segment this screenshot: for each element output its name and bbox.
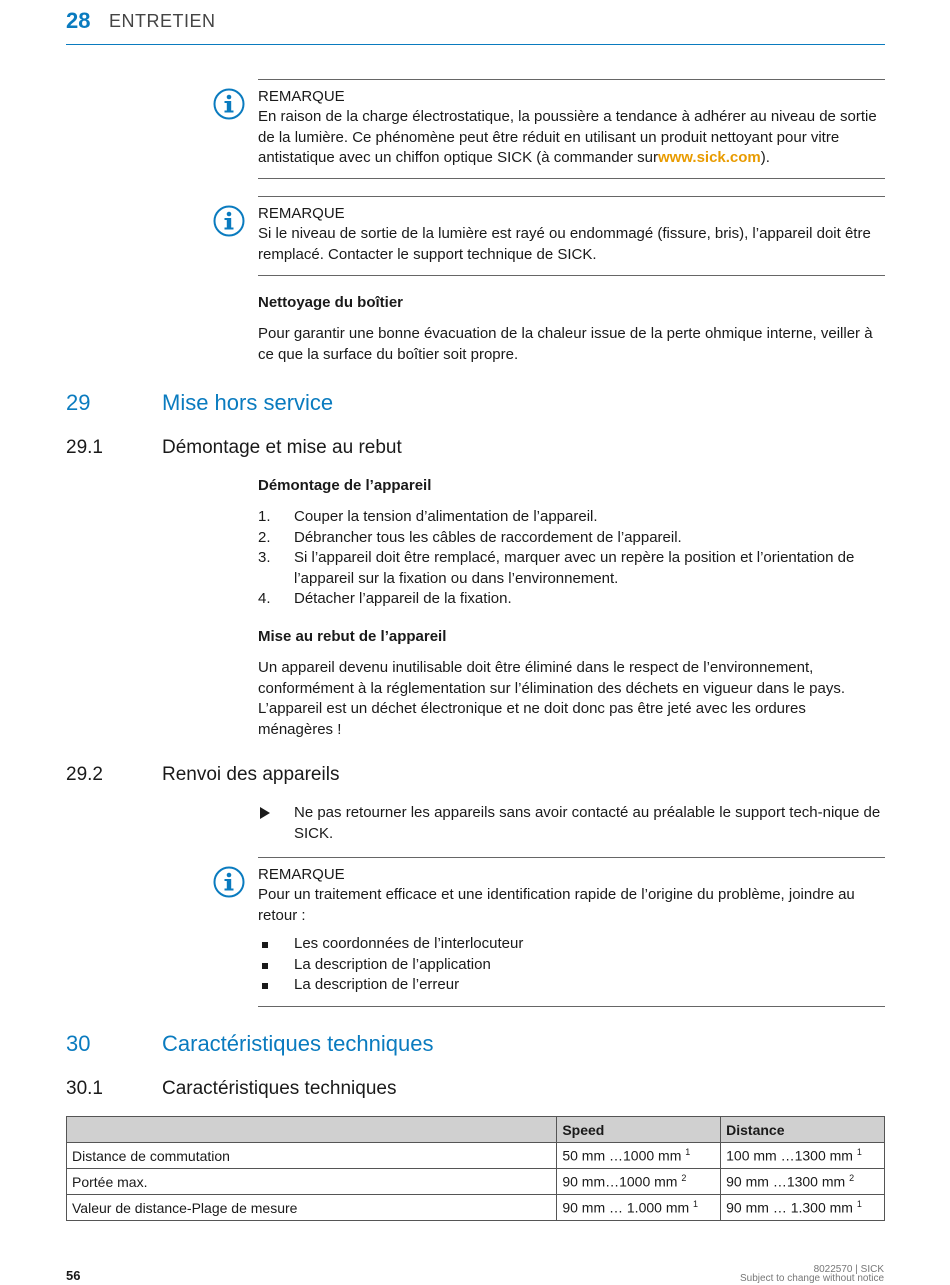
list-item: 2. Débrancher tous les câbles de raccordement de l’appareil. bbox=[258, 528, 682, 546]
note-text: En raison de la charge électrostatique, la poussière a tendance à adhérer au niveau de sortie de la lumière. Ce phénomène peut être réduit en utilisant un produit nettoyant pour vitre antistatique avec un chiffon optique SICK (à commander surwww.sick.com). bbox=[258, 108, 877, 166]
info-icon bbox=[213, 88, 245, 120]
section-29-2-title: Renvoi des appareils bbox=[162, 764, 340, 785]
section-30-1-title: Caractéristiques techniques bbox=[162, 1078, 397, 1099]
disclaimer: Subject to change without notice bbox=[740, 1273, 884, 1284]
table-cell: 100 mm …1300 mm $^1$ bbox=[721, 1143, 885, 1169]
info-icon bbox=[213, 866, 245, 898]
list-item: La description de l’erreur bbox=[258, 975, 885, 996]
list-item: 4. Détacher l’appareil de la fixation. bbox=[258, 590, 512, 607]
spec-table bbox=[66, 1116, 885, 1221]
table-cell: Distance de commutation bbox=[67, 1143, 557, 1169]
note-return bbox=[258, 857, 885, 1007]
list-item: La description de l’application bbox=[258, 955, 885, 976]
table-cell: 90 mm … 1.300 mm $^1$ bbox=[721, 1195, 885, 1221]
table-cell: 50 mm …1000 mm $^1$ bbox=[557, 1143, 721, 1169]
table-row bbox=[67, 1169, 885, 1195]
dismount-heading: Démontage de l’appareil bbox=[258, 477, 432, 494]
section-29-1-number: 29.1 bbox=[66, 437, 103, 458]
table-row bbox=[67, 1195, 885, 1221]
table-header: Distance bbox=[721, 1117, 885, 1143]
table-cell: 90 mm…1000 mm $^2$ bbox=[557, 1169, 721, 1195]
section-29-number: 29 bbox=[66, 390, 91, 415]
sick-website-link[interactable]: www.sick.com bbox=[657, 149, 761, 166]
return-info-list bbox=[258, 934, 885, 996]
list-item: 1. Couper la tension d’alimentation de l’appareil. bbox=[258, 508, 598, 525]
header-divider bbox=[66, 44, 885, 45]
dismount-steps bbox=[258, 507, 885, 610]
section-29-title: Mise hors service bbox=[162, 390, 334, 415]
table-cell: 90 mm …1300 mm $^2$ bbox=[721, 1169, 885, 1195]
note-text: Pour un traitement efficace et une identification rapide de l’origine du problème, joindre au retour : bbox=[258, 886, 855, 924]
list-item: Les coordonnées de l’interlocuteur bbox=[258, 934, 885, 955]
arrow-right-icon bbox=[260, 807, 270, 819]
note-title: REMARQUE bbox=[258, 88, 345, 105]
chapter-title: ENTRETIEN bbox=[109, 11, 216, 31]
return-instructions bbox=[258, 803, 885, 844]
table-cell: Valeur de distance-Plage de mesure bbox=[67, 1195, 557, 1221]
page-number: 56 bbox=[66, 1268, 81, 1283]
table-header bbox=[67, 1117, 557, 1143]
housing-heading: Nettoyage du boîtier bbox=[258, 294, 404, 311]
housing-text: Pour garantir une bonne évacuation de la chaleur issue de la perte ohmique interne, veiller à ce que la surface du boîtier soit propre. bbox=[258, 325, 873, 363]
section-30-title: Caractéristiques techniques bbox=[162, 1031, 434, 1056]
table-cell: Portée max. bbox=[67, 1169, 557, 1195]
info-icon bbox=[213, 205, 245, 237]
disposal-heading: Mise au rebut de l’appareil bbox=[258, 628, 447, 645]
table-cell: 90 mm … 1.000 mm $^1$ bbox=[557, 1195, 721, 1221]
section-29-1-title: Démontage et mise au rebut bbox=[162, 437, 402, 458]
bullet-icon bbox=[262, 963, 268, 969]
note-damage bbox=[258, 196, 885, 276]
chapter-number: 28 bbox=[66, 8, 91, 33]
note-title: REMARQUE bbox=[258, 205, 345, 222]
list-item: Ne pas retourner les appareils sans avoir contacté au préalable le support tech-nique de SICK. bbox=[258, 803, 885, 844]
disposal-text: Un appareil devenu inutilisable doit être éliminé dans le respect de l’environnement, conformément à la réglementation sur l’élimination des déchets en vigueur dans le pays. L’appareil est un déchet électronique et ne doit donc pas être jeté avec les ordures ménagères ! bbox=[258, 659, 845, 738]
table-row bbox=[67, 1143, 885, 1169]
section-29-2-number: 29.2 bbox=[66, 764, 103, 785]
note-antistatic bbox=[258, 79, 885, 179]
table-header: Speed bbox=[557, 1117, 721, 1143]
note-title: REMARQUE bbox=[258, 866, 345, 883]
list-item: 3. Si l’appareil doit être remplacé, marquer avec un repère la position et l’orientation de l’appareil sur la fixation ou dans l’environnement. bbox=[258, 549, 855, 587]
doc-reference: 8022570 | SICK bbox=[813, 1264, 884, 1275]
bullet-icon bbox=[262, 942, 268, 948]
note-text: Si le niveau de sortie de la lumière est rayé ou endommagé (fissure, bris), l’appareil doit être remplacé. Contacter le support technique de SICK. bbox=[258, 225, 871, 263]
bullet-icon bbox=[262, 983, 268, 989]
section-30-number: 30 bbox=[66, 1031, 91, 1056]
table-header-row bbox=[67, 1117, 885, 1143]
section-30-1-number: 30.1 bbox=[66, 1078, 103, 1099]
